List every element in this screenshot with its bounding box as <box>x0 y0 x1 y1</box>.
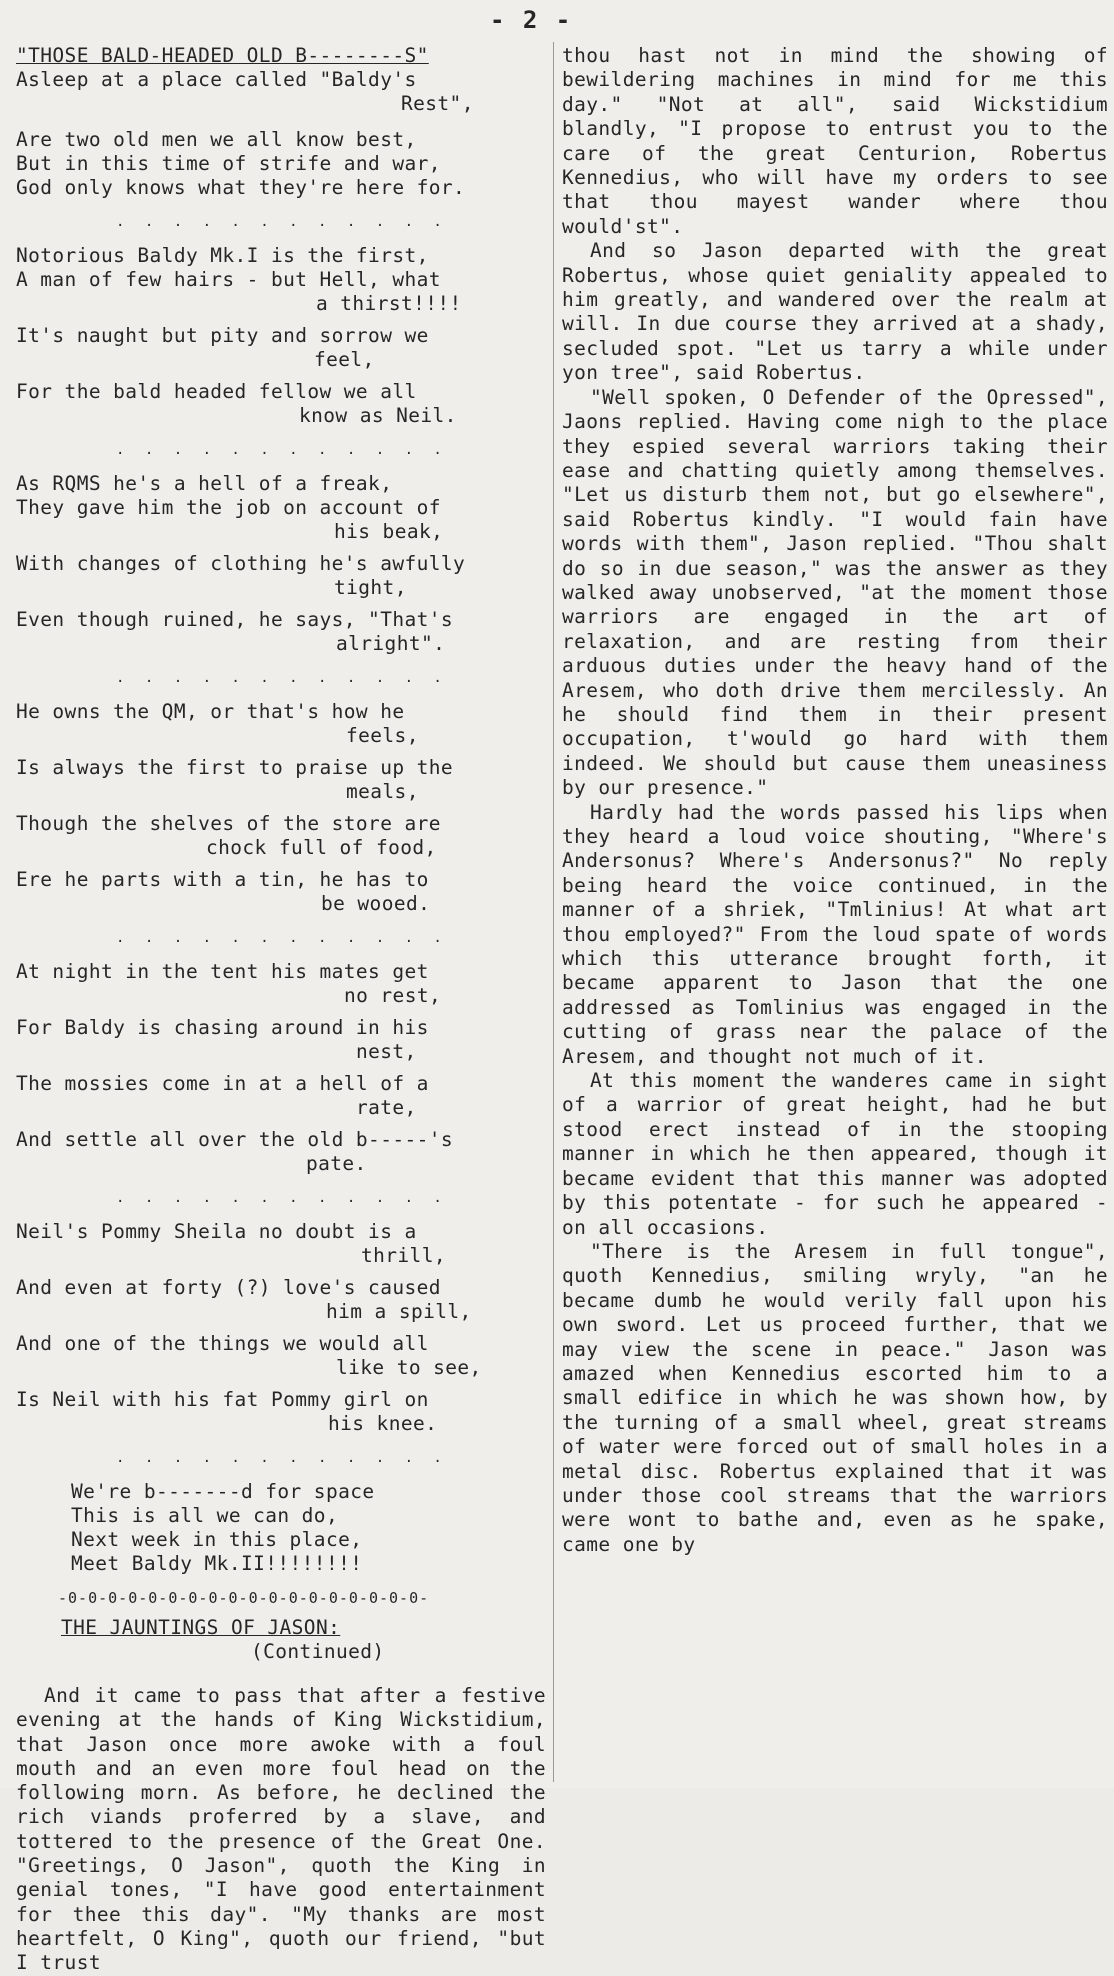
story-paragraph: Hardly had the words passed his lips when they heard a loud voice shouting, "Where's Andersonus? Where's Andersonus?" No reply being heard the voice continued, in the manner of a shriek, "Tmlinius! At what art thou employed?" From the loud spate of words which this utterance brought forth, it became apparent to Jason that the one addressed as Tomlinius was engaged in the cutting of grass near the palace of the Aresem, and thought not much of it. <box>562 800 1108 1068</box>
story-paragraph: And it came to pass that after a festive evening at the hands of King Wickstidium, that Jason once more awoke with a foul mouth and an even more foul head on the following morn. As before, he declined the rich viands proferred by a slave, and tottered to the presence of the Great One. "Greetings, O Jason", quoth the King in genial tones, "I have good entertainment for thee this day". "My thanks are most heartfelt, O King", quoth our friend, "but I trust <box>16 1684 546 1975</box>
poem-title: "THOSE BALD-HEADED OLD B--------S" <box>16 44 429 67</box>
separator-dots: . . . . . . . . . . . . <box>116 670 448 686</box>
poem-line: feels, <box>346 724 419 747</box>
story-subtitle: (Continued) <box>251 1640 385 1663</box>
poem-stanza <box>16 244 546 428</box>
left-column <box>16 44 546 1976</box>
story-paragraph: "Well spoken, O Defender of the Opressed", Jaons replied. Having come nigh to the place they espied several warriors taking their ease and chatting quietly among themselves. "Let us disturb them not, but go elsewhere", said Robertus kindly. "I would fain have words with them", Jason replied. "Thou shalt do so in due season," was the answer as they walked away unobserved, "at the moment those warriors are engaged in the art of relaxation, and are resting from their arduous duties under the heavy hand of the Aresem, who doth drive them mercilessly. An he should find them in their present occupation, t'would go hard with them indeed. We should but cause them uneasiness by our presence." <box>562 385 1108 800</box>
story-paragraph: And so Jason departed with the great Robertus, whose quiet geniality appealed to him greatly, and wandered over the realm at will. In due course they arrived at a shady, secluded spot. "Let us tarry a while under yon tree", said Robertus. <box>562 239 1108 385</box>
poem-line: For Baldy is chasing around in his <box>16 1016 429 1039</box>
poem-line: like to see, <box>336 1356 482 1379</box>
poem-line: nest, <box>356 1040 417 1063</box>
poem-line: This is all we can do, <box>71 1504 339 1527</box>
poem-line: Though the shelves of the store are <box>16 812 441 835</box>
poem-line: And even at forty (?) love's caused <box>16 1276 441 1299</box>
poem-line: And settle all over the old b-----'s <box>16 1128 454 1151</box>
poem-line: The mossies come in at a hell of a <box>16 1072 429 1095</box>
story-title: THE JAUNTINGS OF JASON: <box>61 1616 341 1639</box>
separator-dots: . . . . . . . . . . . . <box>116 1190 448 1206</box>
poem-line: With changes of clothing he's awfully <box>16 552 466 575</box>
section-divider: -0-0-0-0-0-0-0-0-0-0-0-0-0-0-0-0-0-0- <box>58 1589 430 1607</box>
poem-line: a thirst!!!! <box>316 292 462 315</box>
separator-dots: . . . . . . . . . . . . <box>116 442 448 458</box>
poem-stanza <box>16 472 546 656</box>
story-paragraph: At this moment the wanderes came in sight of a warrior of great height, had he but stood erect instead of in the stooping manner in which he then appeared, though it became evident that this manner was adopted by this potentate - for such he appeared - on all occasions. <box>562 1069 1108 1239</box>
poem-line: meals, <box>346 780 419 803</box>
poem-line: Even though ruined, he says, "That's <box>16 608 454 631</box>
poem-line: be wooed. <box>321 892 431 915</box>
poem-line: chock full of food, <box>206 836 437 859</box>
right-column <box>562 44 1108 1557</box>
poem-stanza <box>16 128 546 200</box>
poem-line: thrill, <box>361 1244 446 1267</box>
poem-line: We're b-------d for space <box>71 1480 375 1503</box>
poem-line: no rest, <box>344 984 442 1007</box>
poem-line: his beak, <box>334 520 444 543</box>
poem-line: Meet Baldy Mk.II!!!!!!!! <box>71 1552 363 1575</box>
poem-line: A man of few hairs - but Hell, what <box>16 268 441 291</box>
poem-line: God only knows what they're here for. <box>16 176 466 199</box>
poem-line: Are two old men we all know best, <box>16 128 417 151</box>
poem-line: It's naught but pity and sorrow we <box>16 324 429 347</box>
column-rule <box>553 42 554 1782</box>
poem-line: rate, <box>356 1096 417 1119</box>
poem-line: He owns the QM, or that's how he <box>16 700 405 723</box>
poem-line: Next week in this place, <box>71 1528 363 1551</box>
poem-line: Neil's Pommy Sheila no doubt is a <box>16 1220 417 1243</box>
poem-stanza <box>16 1220 546 1436</box>
poem-line: pate. <box>306 1152 367 1175</box>
poem-line: But in this time of strife and war, <box>16 152 441 175</box>
separator-dots: . . . . . . . . . . . . <box>116 930 448 946</box>
poem-line: For the bald headed fellow we all <box>16 380 417 403</box>
poem-stanza <box>16 960 546 1176</box>
poem-line: tight, <box>334 576 407 599</box>
poem-intro-line: Asleep at a place called "Baldy's <box>16 68 417 91</box>
poem-line: They gave him the job on account of <box>16 496 441 519</box>
poem-line: At night in the tent his mates get <box>16 960 429 983</box>
poem-closing <box>16 1480 546 1576</box>
poem-intro-line: Rest", <box>401 92 474 115</box>
poem-line: Ere he parts with a tin, he has to <box>16 868 429 891</box>
poem-line: feel, <box>314 348 375 371</box>
story-paragraph: thou hast not in mind the showing of bewildering machines in mind for me this day." "Not at all", said Wickstidium blandly, "I propose to entrust you to the care of the great Centurion, Robertus Kennedius, who will have my orders to see that thou mayest wander where thou would'st". <box>562 44 1108 238</box>
poem-stanza <box>16 700 546 916</box>
separator-dots: . . . . . . . . . . . . <box>116 214 448 230</box>
poem-line: him a spill, <box>326 1300 472 1323</box>
page-number: - 2 - <box>490 6 573 34</box>
story-paragraph: "There is the Aresem in full tongue", quoth Kennedius, smiling wryly, "an he became dumb he would verily fall upon his own sword. Let us proceed further, that we may view the scene in peace." Jason was amazed when Kennedius escorted him to a small edifice in which he was shown how, by the turning of a small wheel, great streams of water were forced out of small holes in a metal disc. Robertus explained that it was under those cool streams that the warriors were wont to bathe and, even as he spake, came one by <box>562 1239 1108 1556</box>
poem-line: Is Neil with his fat Pommy girl on <box>16 1388 429 1411</box>
separator-dots: . . . . . . . . . . . . <box>116 1450 448 1466</box>
poem-line: alright". <box>336 632 446 655</box>
poem-line: know as Neil. <box>299 404 457 427</box>
poem-line: As RQMS he's a hell of a freak, <box>16 472 393 495</box>
poem-line: his knee. <box>328 1412 438 1435</box>
poem-line: Is always the first to praise up the <box>16 756 454 779</box>
poem-line: Notorious Baldy Mk.I is the first, <box>16 244 429 267</box>
poem-line: And one of the things we would all <box>16 1332 429 1355</box>
